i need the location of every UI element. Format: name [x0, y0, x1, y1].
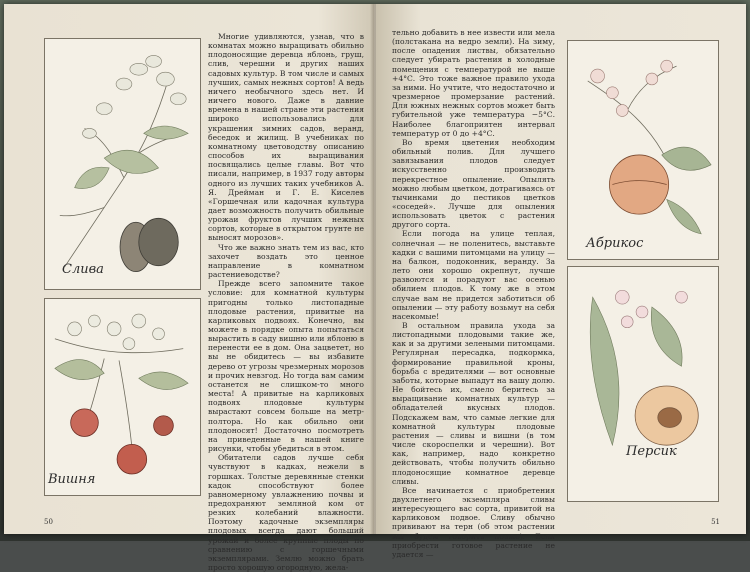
- plum-caption: Слива: [62, 262, 104, 277]
- peach-illustration: [567, 266, 719, 502]
- right-paragraph: Все начинается с приобретения двухлетнего экземпляра сливы интересующего вас сорта, привитой на карликовом подвое. Сливу обычно прививают на терн (об этом растении мы будем говорить позже). Если приобрести готовое растение не удается —: [392, 485, 555, 559]
- left-paragraph: Прежде всего запомните такое условие: для комнатной культуры пригодны только листопадные плодовые растения, привитые на карликовых подвоях. Конечно, вы можете в порядке опыта попытаться вырастить в саду вишню или яблоню в перенести ее в дом. Она зацветет, но вы не обидитесь — вы избавите дерево от угрозы чрезмерных морозов и прочих невзгод. Но тогда вам самим останется не слишком-то много места! А привитые на карликовых подвоях плодовые культуры вырастают совсем больше на метр-полтора. Но как обильно они плодоносят! Достаточно посмотреть на приведенные в нашей книге рисунки, чтобы убедиться в этом.: [208, 279, 364, 454]
- right-paragraph: Если погода на улице теплая, солнечная — не поленитесь, выставьте кадки с вашими питомцами на улицу — на балкон, подоконник, веранду. За лето они хорошо окрепнут, лучше развоются и порадуют вас осенью обилием плодов. К тому же в этом случае вам не придется заботиться об опылении — эту работу возьмут на себя насекомые!: [392, 229, 555, 321]
- left-paragraph: Что же важно знать тем из вас, кто захочет воздать это ценное направление в комнатном растениеводстве?: [208, 242, 364, 280]
- left-page-number: 50: [44, 518, 53, 526]
- cherry-drawing: [45, 299, 200, 495]
- right-page-number: 51: [711, 518, 720, 526]
- left-paragraph: Обитатели садов лучше себя чувствуют в кадках, нежели в горшках. Толстые деревянные стенки кадок способствуют более равномерному увлажнению почвы и предохраняют земляной ком от резких колебаний влажности. Поэтому кадочные экземпляры плодовых всегда дают больший урожай и более крупные плоды по сравнению с горшечными экземплярами. Землю можно брать просто хорошую огородную, жела-: [208, 453, 364, 572]
- apricot-caption: Абрикос: [586, 236, 644, 251]
- peach-drawing: [568, 267, 718, 501]
- plum-drawing: [45, 39, 200, 289]
- right-paragraph: тельно добавить в нее извести или мела (полстакана на ведро земли). На зиму, после опадения листвы, обязательно следует убирать растения в холодные помещения с температурой не выше +4°С. Это тоже важное правило ухода за ними. Но учтите, что недостаточно и чрезмерное промерзание растений. Для южных нежных сортов может быть губительной уже температура −5°С. Наиболее благоприятен интервал температур от 0 до +4°С.: [392, 28, 555, 138]
- right-paragraph: В остальном правила ухода за листопадными плодовыми такие же, как и за другими зелеными питомцами. Регулярная пересадка, подкормка, формирование правильной кроны, борьба с вредителями — вот основные заботы, которые выпадут на вашу долю. Не бойтесь их, смело беритесь за выращивание комнатных культур — обладателей вкусных плодов. Подскажем вам, что самые легкие для комнатной культуры плодовые растения — сливы и вишни (в том числе скороспелки и черешни). Вот как, например, надо конкретно действовать, чтобы получить обильно плодоносящие комнатное деревце сливы.: [392, 321, 555, 486]
- left-text-column: [208, 32, 364, 572]
- cherry-illustration: [44, 298, 201, 496]
- apricot-illustration: [567, 40, 719, 260]
- peach-caption: Персик: [626, 444, 677, 459]
- right-text-column: [392, 28, 555, 559]
- cherry-caption: Вишня: [48, 472, 96, 487]
- right-paragraph: Во время цветения необходим обильный полив. Для лучшего завязывания плодов следует искусственно производить перекрестное опыление. Опылять можно любым цветком, дотрагиваясь от тычинками до пестиков цветков «соседей». Лучше для опыления использовать цветок с растения другого сорта.: [392, 137, 555, 230]
- left-page: [4, 4, 374, 572]
- right-page: [376, 4, 746, 559]
- plum-illustration: [44, 38, 201, 290]
- apricot-drawing: [568, 41, 718, 259]
- left-paragraph: Многие удивляются, узнав, что в комнатах можно выращивать обильно плодоносящие деревца яблонь, груш, слив, черешни и других наших садовых культур. В том числе и самых лучших, самых нежных сортов! А ведь ничего необычного здесь нет. И ничего нового. Даже в давние времена в нашей стране эти растения широко использовались для украшения зимних садов, веранд, беседок и жилищ. В учебниках по комнатному цветоводству описанию способов их выращивания посвящались целые главы. Вот что писали, например, в 1937 году авторы одного из лучших таких учебников А. Я. Дрейман и Г. Е. Киселев «Горшечная или кадочная культура дает возможность получить обильные урожаи фруктов лучших нежных сортов, которые в открытом грунте не выносят морозов».: [208, 32, 364, 243]
- book-spread: [4, 4, 746, 572]
